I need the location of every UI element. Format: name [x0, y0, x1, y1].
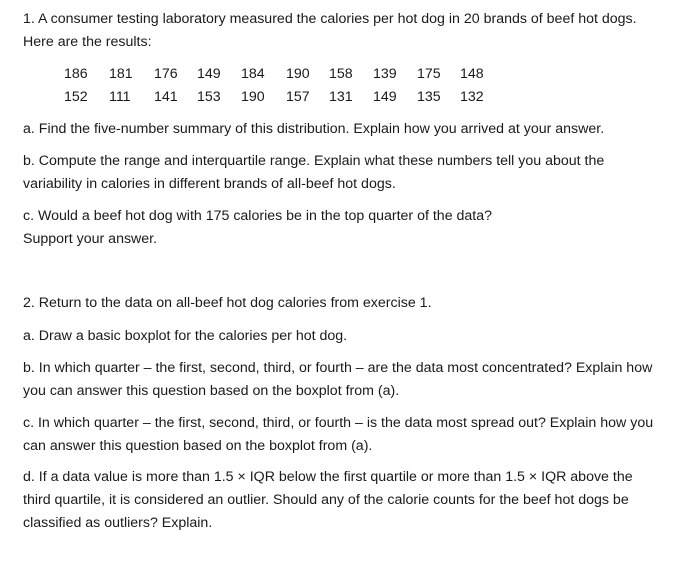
- q2-b-text: b. In which quarter – the first, second, third, or fourth – are the data most concentrated? Explain how you can answer this question based on the boxplot from (a).: [23, 360, 653, 399]
- question-1: [23, 8, 663, 54]
- q1-b-text: b. Compute the range and interquartile range. Explain what these numbers tell you about the variability in calories in different brands of all-beef hot dogs.: [23, 153, 605, 192]
- data-cell: 141: [154, 89, 178, 105]
- calorie-data-table: [64, 63, 500, 109]
- q2-part-d: [23, 466, 663, 535]
- data-cell: 149: [373, 89, 397, 105]
- data-cell: 149: [197, 66, 221, 82]
- data-row-1: [64, 63, 500, 86]
- q1-intro: 1. A consumer testing laboratory measured the calories per hot dog in 20 brands of beef hot dogs. Here are the results:: [23, 11, 637, 50]
- data-cell: 186: [64, 66, 88, 82]
- data-cell: 190: [286, 66, 310, 82]
- data-cell: 152: [64, 89, 88, 105]
- data-cell: 157: [286, 89, 310, 105]
- q1-c-line2: Support your answer.: [23, 231, 158, 247]
- q2-d-text: d. If a data value is more than 1.5 × IQR below the first quartile or more than 1.5 × IQR above the third quartile, it is considered an outlier. Should any of the calorie counts for the beef hot dogs be classified as outliers? Explain.: [23, 469, 633, 531]
- data-cell: 135: [417, 89, 441, 105]
- q1-part-a: [23, 118, 663, 141]
- q1-a-text: a. Find the five-number summary of this distribution. Explain how you arrived at your answer.: [23, 121, 605, 137]
- data-cell: 158: [329, 66, 353, 82]
- question-2: [23, 292, 663, 315]
- q2-c-text: c. In which quarter – the first, second, third, or fourth – is the data most spread out? Explain how you can answer this question based on the boxplot from (a).: [23, 415, 654, 454]
- data-cell: 176: [154, 66, 178, 82]
- q1-part-c: [23, 205, 663, 251]
- data-cell: 111: [109, 89, 131, 105]
- data-cell: 139: [373, 66, 397, 82]
- q2-intro: 2. Return to the data on all-beef hot dog calories from exercise 1.: [23, 295, 432, 311]
- q2-a-text: a. Draw a basic boxplot for the calories per hot dog.: [23, 328, 348, 344]
- data-cell: 132: [460, 89, 484, 105]
- q2-part-c: [23, 412, 663, 458]
- data-cell: 190: [241, 89, 265, 105]
- q2-part-a: [23, 325, 663, 348]
- q1-c-line1: c. Would a beef hot dog with 175 calories be in the top quarter of the data?: [23, 208, 493, 224]
- data-cell: 148: [460, 66, 484, 82]
- data-cell: 153: [197, 89, 221, 105]
- q2-part-b: [23, 357, 663, 403]
- data-cell: 184: [241, 66, 265, 82]
- data-cell: 181: [109, 66, 133, 82]
- q1-part-b: [23, 150, 663, 196]
- data-cell: 175: [417, 66, 441, 82]
- data-cell: 131: [329, 89, 353, 105]
- data-row-2: [64, 86, 500, 109]
